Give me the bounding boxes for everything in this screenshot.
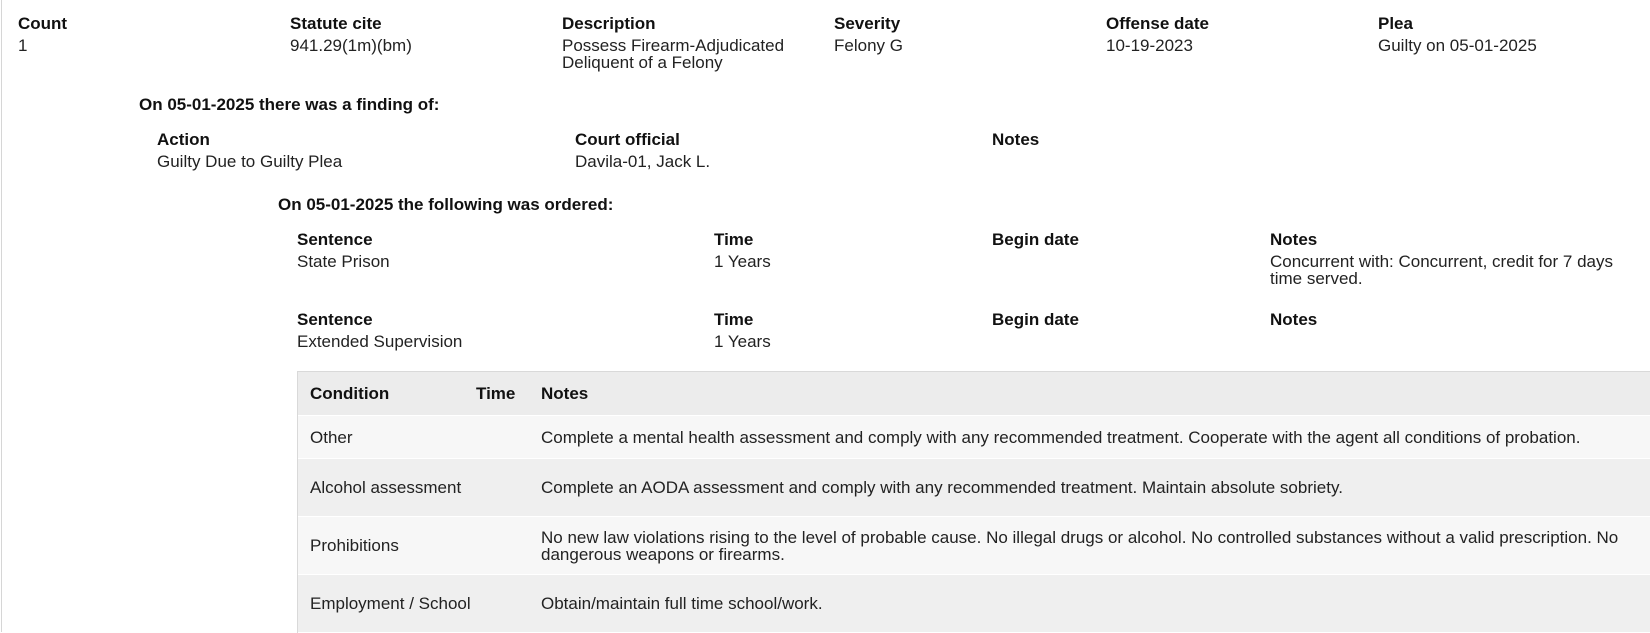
sentence-notes-field — [1270, 308, 1640, 333]
plea-value: Guilty on 05-01-2025 — [1378, 36, 1537, 55]
condition-cell: Prohibitions — [310, 536, 399, 555]
court-official-field — [575, 128, 975, 170]
sentence-notes-label: Notes — [1270, 230, 1318, 249]
finding-heading: On 05-01-2025 there was a finding of: — [139, 95, 440, 114]
notes-cell: Complete an AODA assessment and comply with any recommended treatment. Maintain absolute sobriety. — [541, 478, 1343, 497]
sentence-notes-field — [1270, 228, 1640, 287]
table-row — [298, 575, 1650, 633]
count-field — [18, 12, 268, 54]
description-label: Description — [562, 14, 656, 33]
severity-label: Severity — [834, 14, 901, 33]
finding-notes-field — [992, 128, 1392, 153]
table-row — [298, 459, 1650, 517]
description-value: Possess Firearm-Adjudicated Deliquent of a Felony — [562, 36, 785, 72]
sentence-time-value: 1 Years — [714, 252, 771, 271]
condition-cell: Alcohol assessment — [310, 478, 462, 497]
begin-date-label: Begin date — [992, 230, 1079, 249]
severity-value: Felony G — [834, 36, 903, 55]
notes-cell: Obtain/maintain full time school/work. — [541, 594, 823, 613]
offense-date-value: 10-19-2023 — [1106, 36, 1193, 55]
table-row — [298, 416, 1650, 459]
begin-date-label: Begin date — [992, 310, 1079, 329]
action-value: Guilty Due to Guilty Plea — [157, 152, 343, 171]
notes-cell: Complete a mental health assessment and comply with any recommended treatment. Cooperate with the agent all conditions of probation. — [541, 427, 1581, 447]
sentence-time-field — [714, 308, 974, 350]
condition-cell: Other — [310, 427, 353, 447]
condition-column-header: Condition — [310, 384, 390, 403]
description-field — [562, 12, 807, 71]
left-border — [1, 0, 2, 632]
court-official-value: Davila-01, Jack L. — [575, 152, 711, 171]
plea-field — [1378, 12, 1638, 54]
sentence-value: Extended Supervision — [297, 332, 463, 351]
action-label: Action — [157, 130, 210, 149]
condition-cell: Employment / School — [310, 594, 471, 613]
sentence-value: State Prison — [297, 252, 390, 271]
notes-cell: No new law violations rising to the level of probable cause. No illegal drugs or alcohol. No controlled substances without a valid prescription. No dangerous weapons or firearms. — [541, 527, 1619, 564]
sentence-time-label: Time — [714, 230, 754, 249]
action-field — [157, 128, 557, 170]
count-label: Count — [18, 14, 68, 33]
sentence-time-field — [714, 228, 974, 270]
conditions-table — [297, 371, 1650, 633]
count-value: 1 — [18, 36, 28, 55]
ordered-heading: On 05-01-2025 the following was ordered: — [278, 195, 614, 214]
finding-notes-label: Notes — [992, 130, 1040, 149]
sentence-notes-value: Concurrent with: Concurrent, credit for 7 days time served. — [1270, 252, 1613, 288]
time-column-header: Time — [476, 384, 516, 403]
plea-label: Plea — [1378, 14, 1413, 33]
offense-date-field — [1106, 12, 1356, 54]
sentence-label: Sentence — [297, 230, 373, 249]
notes-column-header: Notes — [541, 384, 589, 403]
sentence-label: Sentence — [297, 310, 373, 329]
sentence-field — [297, 308, 697, 350]
sentence-field — [297, 228, 697, 270]
sentence-time-label: Time — [714, 310, 754, 329]
severity-field — [834, 12, 1084, 54]
offense-date-label: Offense date — [1106, 14, 1209, 33]
table-row — [298, 517, 1650, 575]
sentence-notes-label: Notes — [1270, 310, 1318, 329]
statute-value: 941.29(1m)(bm) — [290, 36, 412, 55]
sentence-time-value: 1 Years — [714, 332, 771, 351]
sentence-begin-date-field — [992, 308, 1252, 333]
statute-field — [290, 12, 540, 54]
statute-label: Statute cite — [290, 14, 382, 33]
court-official-label: Court official — [575, 130, 680, 149]
conditions-header-row — [298, 372, 1650, 416]
sentence-begin-date-field — [992, 228, 1252, 253]
